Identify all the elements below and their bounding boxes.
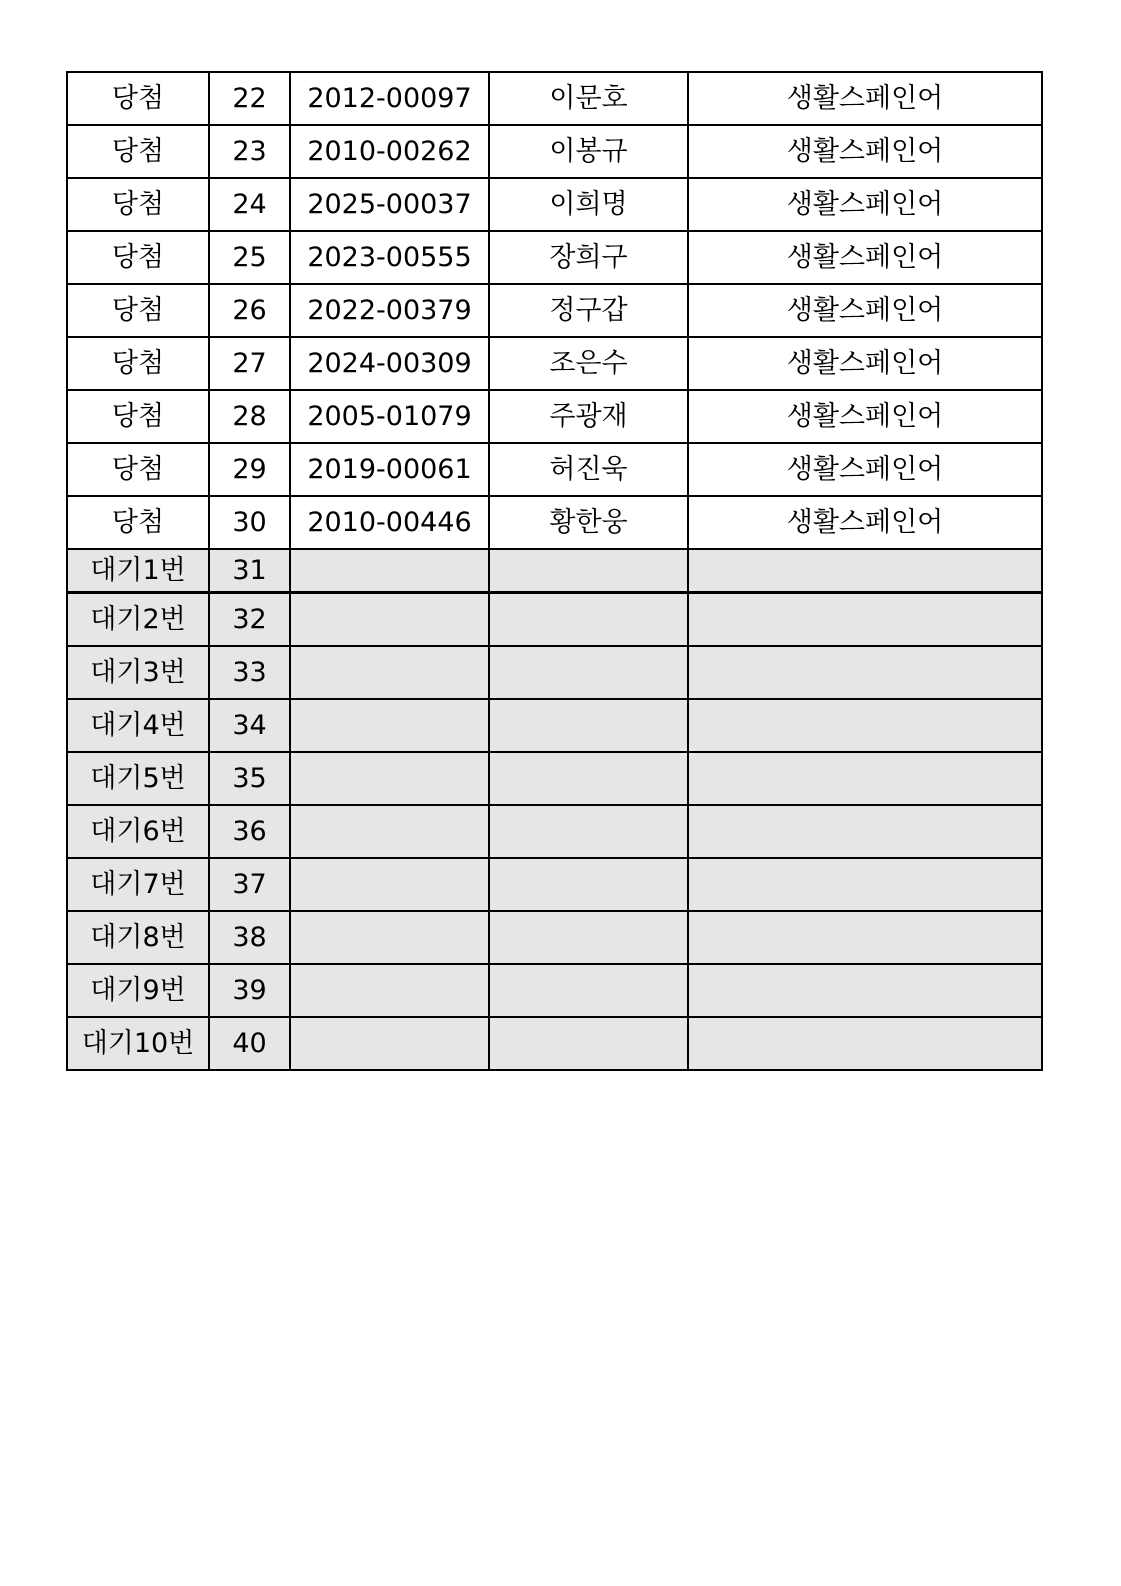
course-cell xyxy=(688,858,1042,911)
waitlist-row xyxy=(67,911,1042,964)
no-cell: 34 xyxy=(209,699,290,752)
status-cell: 당첨 xyxy=(67,284,209,337)
waitlist-row xyxy=(67,699,1042,752)
lottery-result-table xyxy=(66,71,1043,1071)
course-cell: 생활스페인어 xyxy=(688,178,1042,231)
waitlist-row xyxy=(67,1017,1042,1070)
name-cell: 이희명 xyxy=(489,178,688,231)
course-cell xyxy=(688,646,1042,699)
course-cell xyxy=(688,752,1042,805)
status-cell: 당첨 xyxy=(67,390,209,443)
no-cell: 26 xyxy=(209,284,290,337)
winner-row xyxy=(67,125,1042,178)
name-cell xyxy=(489,964,688,1017)
winner-row xyxy=(67,443,1042,496)
name-cell: 이문호 xyxy=(489,72,688,125)
member-id-cell: 2010-00262 xyxy=(290,125,489,178)
course-cell xyxy=(688,964,1042,1017)
no-cell: 23 xyxy=(209,125,290,178)
member-id-cell: 2010-00446 xyxy=(290,496,489,549)
name-cell: 허진욱 xyxy=(489,443,688,496)
course-cell xyxy=(688,593,1042,647)
no-cell: 40 xyxy=(209,1017,290,1070)
no-cell: 31 xyxy=(209,549,290,593)
member-id-cell xyxy=(290,646,489,699)
no-cell: 37 xyxy=(209,858,290,911)
waitlist-row xyxy=(67,593,1042,647)
name-cell: 이봉규 xyxy=(489,125,688,178)
no-cell: 38 xyxy=(209,911,290,964)
winner-row xyxy=(67,337,1042,390)
status-cell: 당첨 xyxy=(67,443,209,496)
member-id-cell xyxy=(290,593,489,647)
winner-row xyxy=(67,390,1042,443)
course-cell: 생활스페인어 xyxy=(688,231,1042,284)
course-cell: 생활스페인어 xyxy=(688,390,1042,443)
course-cell: 생활스페인어 xyxy=(688,72,1042,125)
no-cell: 32 xyxy=(209,593,290,647)
name-cell xyxy=(489,805,688,858)
course-cell xyxy=(688,911,1042,964)
status-cell: 당첨 xyxy=(67,178,209,231)
member-id-cell xyxy=(290,1017,489,1070)
no-cell: 35 xyxy=(209,752,290,805)
member-id-cell xyxy=(290,752,489,805)
name-cell xyxy=(489,593,688,647)
no-cell: 29 xyxy=(209,443,290,496)
member-id-cell: 2025-00037 xyxy=(290,178,489,231)
course-cell: 생활스페인어 xyxy=(688,496,1042,549)
status-cell: 대기1번 xyxy=(67,549,209,593)
no-cell: 36 xyxy=(209,805,290,858)
waitlist-row xyxy=(67,646,1042,699)
status-cell: 대기9번 xyxy=(67,964,209,1017)
member-id-cell: 2022-00379 xyxy=(290,284,489,337)
table-body xyxy=(67,72,1042,1070)
name-cell: 장희구 xyxy=(489,231,688,284)
member-id-cell: 2005-01079 xyxy=(290,390,489,443)
winner-row xyxy=(67,284,1042,337)
winner-row xyxy=(67,496,1042,549)
member-id-cell xyxy=(290,858,489,911)
name-cell xyxy=(489,646,688,699)
status-cell: 당첨 xyxy=(67,496,209,549)
member-id-cell xyxy=(290,911,489,964)
status-cell: 대기8번 xyxy=(67,911,209,964)
no-cell: 39 xyxy=(209,964,290,1017)
status-cell: 대기6번 xyxy=(67,805,209,858)
no-cell: 24 xyxy=(209,178,290,231)
name-cell: 주광재 xyxy=(489,390,688,443)
no-cell: 27 xyxy=(209,337,290,390)
name-cell xyxy=(489,1017,688,1070)
name-cell xyxy=(489,858,688,911)
member-id-cell: 2023-00555 xyxy=(290,231,489,284)
winner-row xyxy=(67,178,1042,231)
status-cell: 대기2번 xyxy=(67,593,209,647)
waitlist-row xyxy=(67,752,1042,805)
member-id-cell xyxy=(290,699,489,752)
member-id-cell: 2012-00097 xyxy=(290,72,489,125)
no-cell: 28 xyxy=(209,390,290,443)
status-cell: 당첨 xyxy=(67,337,209,390)
status-cell: 대기5번 xyxy=(67,752,209,805)
name-cell xyxy=(489,911,688,964)
course-cell xyxy=(688,699,1042,752)
no-cell: 33 xyxy=(209,646,290,699)
member-id-cell xyxy=(290,964,489,1017)
status-cell: 당첨 xyxy=(67,231,209,284)
member-id-cell: 2019-00061 xyxy=(290,443,489,496)
course-cell xyxy=(688,1017,1042,1070)
waitlist-row xyxy=(67,805,1042,858)
status-cell: 당첨 xyxy=(67,125,209,178)
waitlist-row xyxy=(67,858,1042,911)
winner-row xyxy=(67,231,1042,284)
status-cell: 당첨 xyxy=(67,72,209,125)
status-cell: 대기7번 xyxy=(67,858,209,911)
name-cell: 황한웅 xyxy=(489,496,688,549)
course-cell: 생활스페인어 xyxy=(688,284,1042,337)
name-cell xyxy=(489,752,688,805)
waitlist-row xyxy=(67,549,1042,593)
waitlist-row xyxy=(67,964,1042,1017)
winner-row xyxy=(67,72,1042,125)
member-id-cell: 2024-00309 xyxy=(290,337,489,390)
status-cell: 대기10번 xyxy=(67,1017,209,1070)
course-cell: 생활스페인어 xyxy=(688,337,1042,390)
course-cell: 생활스페인어 xyxy=(688,125,1042,178)
no-cell: 22 xyxy=(209,72,290,125)
course-cell xyxy=(688,549,1042,593)
member-id-cell xyxy=(290,805,489,858)
name-cell xyxy=(489,549,688,593)
name-cell: 정구갑 xyxy=(489,284,688,337)
course-cell xyxy=(688,805,1042,858)
no-cell: 30 xyxy=(209,496,290,549)
name-cell xyxy=(489,699,688,752)
no-cell: 25 xyxy=(209,231,290,284)
status-cell: 대기4번 xyxy=(67,699,209,752)
name-cell: 조은수 xyxy=(489,337,688,390)
course-cell: 생활스페인어 xyxy=(688,443,1042,496)
member-id-cell xyxy=(290,549,489,593)
status-cell: 대기3번 xyxy=(67,646,209,699)
